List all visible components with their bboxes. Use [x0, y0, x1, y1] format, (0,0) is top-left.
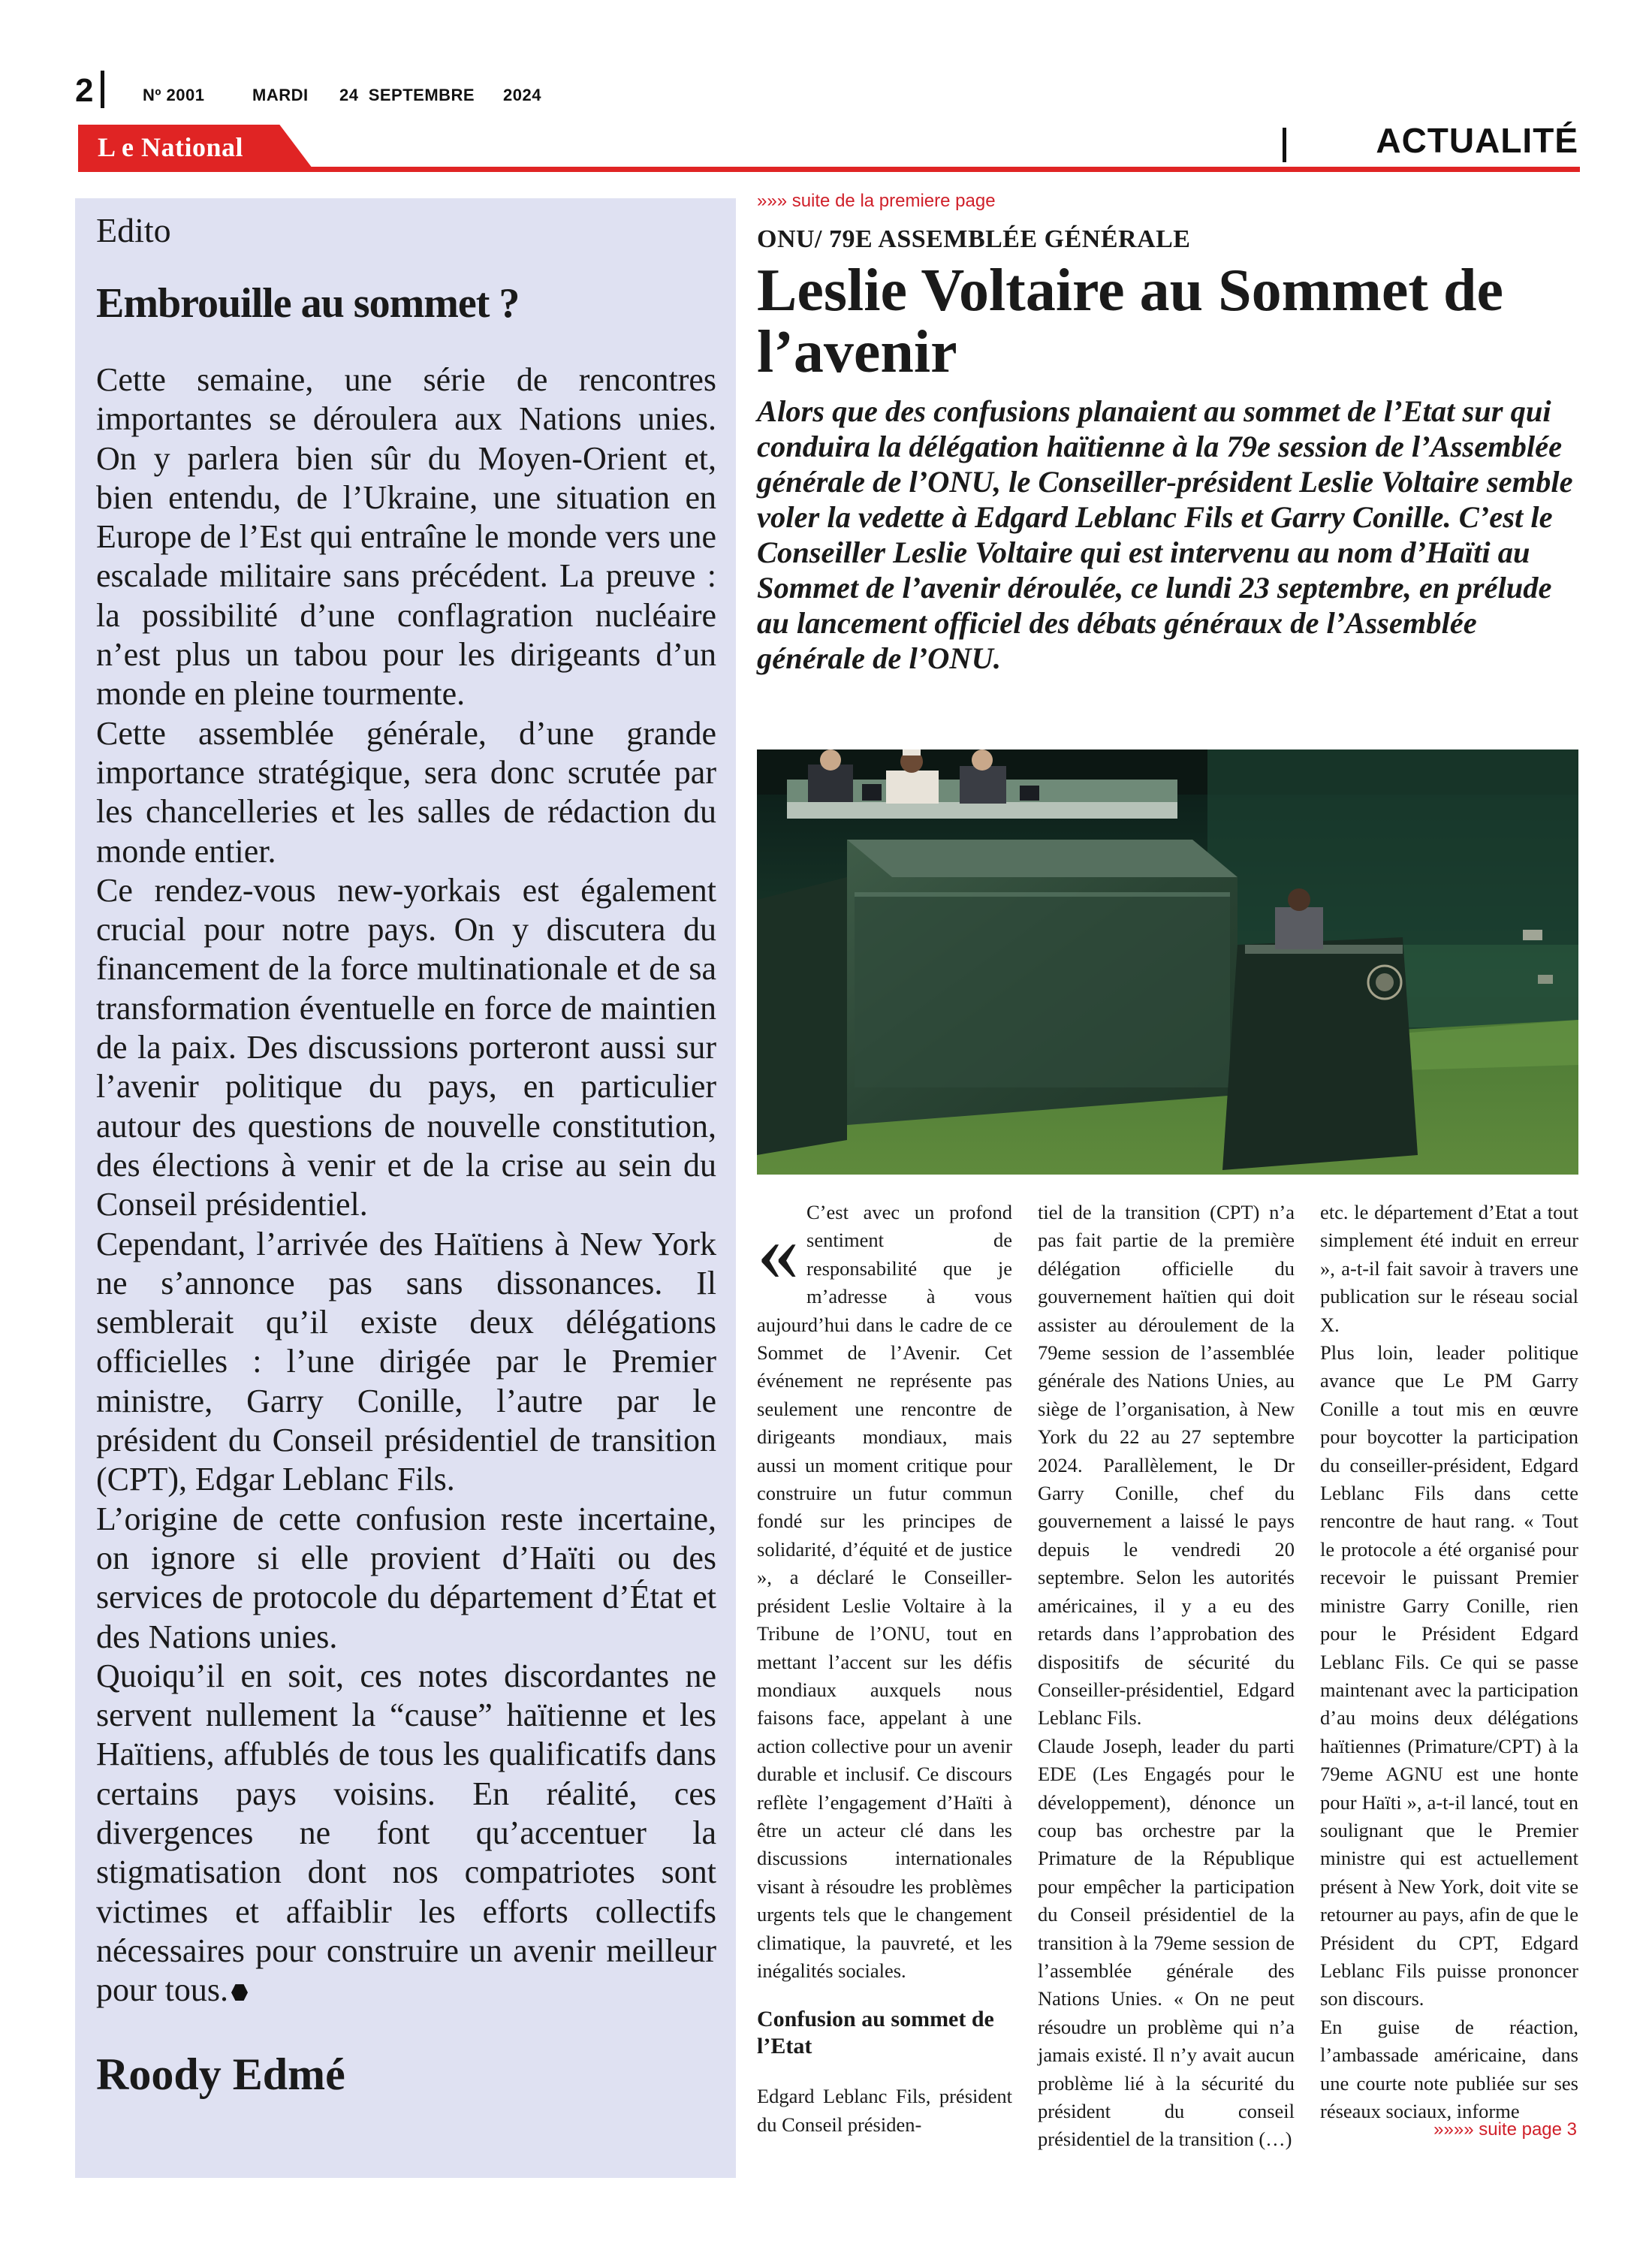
- article-headline: Leslie Voltaire au Sommet de l’avenir: [757, 258, 1504, 385]
- header-rule: [78, 167, 1580, 172]
- continued-from-link[interactable]: »»» suite de la premiere page: [757, 191, 996, 211]
- section-name: ACTUALITÉ: [1376, 121, 1578, 160]
- issue-day: MARDI: [252, 86, 309, 104]
- edito-paragraph: Cette assemblée générale, d’une grande importance stratégique, sera donc scrutée par les chancelleries et les salles de rédaction du monde entier.: [96, 714, 716, 870]
- article-paragraph: En guise de réaction, l’ambassade américaine, dans une courte note publiée sur ses réseaux sociaux, informe: [1320, 2015, 1578, 2122]
- drop-quote-mark: «: [757, 1205, 799, 1298]
- article-paragraph: [757, 1199, 1012, 1985]
- article-lead: Alors que des confusions planaient au sommet de l’Etat sur qui conduira la délégation haïtienne à la 79e session de l’Assemblée générale de l’ONU, le Conseiller-président Leslie Voltaire semble voler la vedette à Edgard Leblanc Fils et Garry Conille. C’est le Conseiller Leslie Voltaire qui est intervenu au nom d’Haïti au Sommet de l’avenir déroulée, ce lundi 23 septembre, en prélude au lancement officiel des débats généraux de l’Assemblée générale de l’ONU.: [757, 394, 1573, 675]
- edito-author: Roody Edmé: [96, 2049, 345, 2099]
- page-number-divider: [101, 71, 104, 108]
- article-photo: [757, 749, 1578, 1175]
- article-paragraph: Plus loin, leader politique avance que Le PM Garry Conille a tout mis en œuvre pour boycotter la participation du conseiller-président, Edgard Leblanc Fils dans cette rencontre de haut rang. « Tout le protocole a été organisé pour recevoir le puissant Premier ministre Garry Conille, rien pour le Président Edgard Leblanc Fils. Ce qui se passe maintenant avec la participation d’au moins deux délégations haïtiennes (Primature/CPT) à la 79eme AGNU est une honte pour Haïti », a-t-il lancé, tout en soulignant que le Premier ministre qui est actuellement présent à New York, doit vite se retourner au pays, afin de que le Président du CPT, Edgard Leblanc Fils puisse prononcer son discours.: [1320, 1341, 1578, 2010]
- un-general-assembly-photo: [757, 749, 1578, 1175]
- edito-paragraph: Ce rendez-vous new-yorkais est également crucial pour notre pays. On y discutera du financement de la force multinationale et de sa transformation éventuelle en force de maintien de la paix. Des discussions porteront aussi sur l’avenir politique du pays, en particulier autour des questions de nouvelle constitution, des élections à venir et de la crise au sein du Conseil présidentiel.: [96, 871, 716, 1223]
- article-paragraph: tiel de la transition (CPT) n’a pas fait partie de la première délégation officielle du gouvernement haïtien qui doit assister au déroulement de la 79eme session de l’assemblée générale des Nations Unies, au siège de l’organisation, à New York du 22 au 27 septembre 2024. Parallèlement, le Dr Garry Conille, chef du gouvernement a laissé le pays depuis le vendredi 20 septembre. Selon les autorités américaines, il y a eu des retards dans l’approbation des dispositifs de sécurité du Conseiller-présidentiel, Edgard Leblanc Fils.: [1038, 1201, 1295, 1730]
- issue-date: 24 SEPTEMBRE: [339, 86, 475, 104]
- page-number: 2: [75, 72, 94, 109]
- article-paragraph: Edgard Leblanc Fils, président du Conseil présiden-: [757, 2085, 1012, 2136]
- article-paragraph: etc. le département d’Etat a tout simplement été induit en erreur », a-t-il fait savoir à travers une publication sur le réseau social X.: [1320, 1201, 1578, 1336]
- article-subhead: Confusion au sommet de l’Etat: [757, 2007, 994, 2059]
- edito-paragraph: [96, 1657, 716, 2010]
- issue-number: Nº 2001: [143, 86, 205, 104]
- article-paragraph-text: C’est avec un profond sentiment de responsabilité que je m’adresse à vous aujourd’hui dans le cadre de ce Sommet de l’Avenir. Cet événement ne représente pas seulement une rencontre de dirigeants mondiaux, mais aussi un moment critique pour construire un futur commun fondé sur les principes de solidarité, d’équité et de justice », a déclaré le Conseiller-président Leslie Voltaire à la Tribune de l’ONU, tout en mettant l’accent sur les défis mondiaux auxquels nous faisons face, appelant à une action collective pour un avenir durable et inclusif. Ce discours reflète l’engagement d’Haïti à être un acteur clé dans les discussions internationales visant à résoudre les problèmes urgents tels que le changement climatique, la pauvreté, et les inégalités sociales.: [757, 1201, 1012, 1982]
- edito-label: Edito: [96, 211, 171, 249]
- article-kicker: ONU/ 79E ASSEMBLÉE GÉNÉRALE: [757, 225, 1191, 253]
- edito-title: Embrouille au sommet ?: [96, 280, 520, 327]
- article-column-3: [1320, 1199, 1578, 2125]
- brand-name: L e National: [98, 132, 244, 162]
- article-paragraph: Claude Joseph, leader du parti EDE (Les Engagés pour le développement), dénonce un coup bas orchestre par la Primature de la République pour empêcher la participation du Conseil présidentiel de la transition à la 79eme session de l’assemblée générale des Nations Unies. « On ne peut résoudre un problème qui n’a jamais existé. Il n’y avait aucun problème lié à la sécurité du président du conseil présidentiel de la transition (…): [1038, 1734, 1295, 2151]
- end-of-article-icon: [231, 1984, 248, 2001]
- article-column-1: [757, 1199, 1012, 2139]
- edito-paragraph-text: Quoiqu’il en soit, ces notes discordantes ne servent nullement la “cause” haïtienne et les Haïtiens, affublés de tous les qualificatifs dans certains pays voisins. En réalité, ces divergences ne font qu’accentuer la stigmatisation dont nos compatriotes sont victimes et affaiblir les efforts collectifs nécessaires pour construire un avenir meilleur pour tous.: [96, 1657, 716, 2009]
- edito-paragraph: L’origine de cette confusion reste incertaine, on ignore si elle provient d’Haïti ou des services de protocole du département d’État et des Nations unies.: [96, 1500, 716, 1655]
- issue-year: 2024: [503, 86, 541, 104]
- section-divider: [1283, 128, 1286, 162]
- article-column-2: [1038, 1199, 1295, 2154]
- edito-paragraph: Cependant, l’arrivée des Haïtiens à New York ne s’annonce pas sans dissonances. Il semblerait qu’il existe deux délégations officielles : l’une dirigée par le Premier ministre, Garry Conille, l’autre par le président du Conseil présidentiel de transition (CPT), Edgar Leblanc Fils.: [96, 1225, 716, 1498]
- edito-body: [96, 360, 716, 2010]
- edito-paragraph: Cette semaine, une série de rencontres importantes se déroulera aux Nations unies. On y parlera bien sûr du Moyen-Orient et, bien entendu, de l’Ukraine, une situation en Europe de l’Est qui entraîne le monde vers une escalade militaire sans précédent. La preuve : la possibilité d’une conflagration nucléaire n’est plus un tabou pour les dirigeants d’un monde en pleine tourmente.: [96, 361, 716, 713]
- continued-to-link[interactable]: »»»» suite page 3: [1433, 2119, 1577, 2140]
